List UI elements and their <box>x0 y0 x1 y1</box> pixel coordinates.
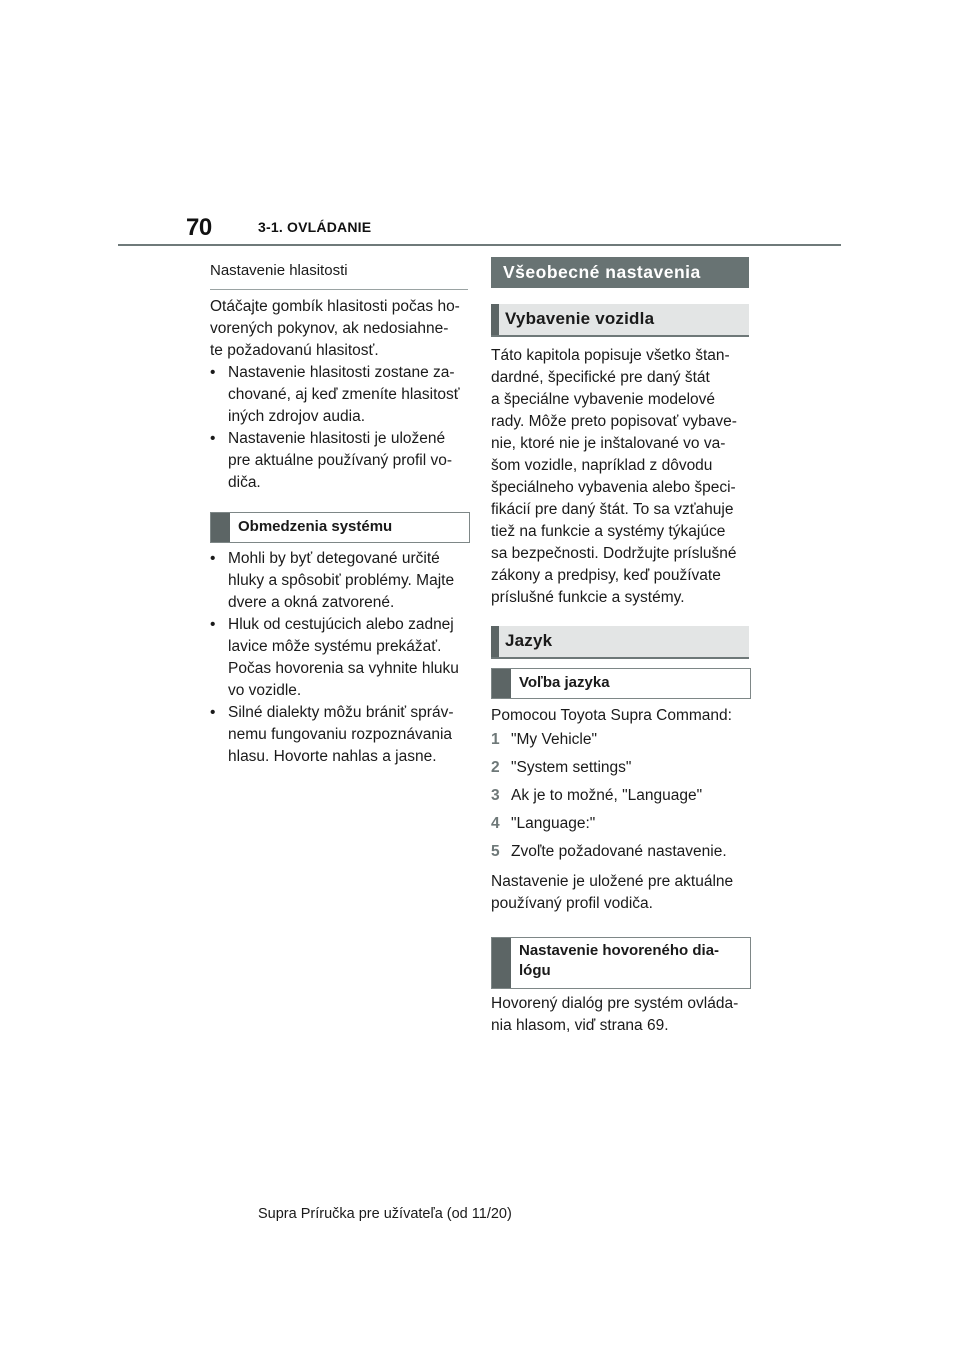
language-intro: Pomocou Toyota Supra Command: <box>491 707 732 724</box>
language-subheading: Voľba jazyka <box>519 674 610 691</box>
text-line: diča. <box>228 474 261 491</box>
limits-heading: Obmedzenia systému <box>238 518 393 535</box>
text-line: vo vozidle. <box>228 682 302 699</box>
heading-line: Nastavenie hovoreného dia- <box>519 942 720 959</box>
limits-list <box>210 548 480 768</box>
text-line: • Hluk od cestujúcich alebo zadnej <box>228 616 454 633</box>
text-line: iných zdrojov audia. <box>228 408 365 425</box>
text-line: Otáčajte gombík hlasitosti počas ho- <box>210 298 460 315</box>
list-item <box>210 362 480 428</box>
text-line: dardné, špecifické pre daný štát <box>491 369 710 386</box>
list-item <box>210 614 480 702</box>
step-item <box>491 785 761 807</box>
text-line: Počas hovorenia sa vyhnite hluku <box>228 660 459 677</box>
language-heading: Jazyk <box>505 631 553 650</box>
text-line: nemu fungovaniu rozpoznávania <box>228 726 453 743</box>
text-line: príslušné funkcie a systémy. <box>491 589 685 606</box>
text-line: hluky a spôsobiť problémy. Majte <box>228 572 455 589</box>
step-number: 5 <box>491 843 500 860</box>
text-line: zákony a predpisy, keď používate <box>491 567 721 584</box>
equipment-heading-box <box>491 304 749 337</box>
dialog-heading <box>511 938 719 988</box>
text-line: Hovorený dialóg pre systém ovláda- <box>491 995 739 1012</box>
text-line: rady. Môže preto popisovať vybave- <box>491 413 737 430</box>
dialog-heading-box <box>491 937 751 989</box>
heading-line: lógu <box>519 962 551 979</box>
text-line: hlasu. Hovorte nahlas a jasne. <box>228 748 437 765</box>
header-divider <box>118 244 841 246</box>
heading-marker <box>492 669 511 698</box>
heading-marker <box>211 513 230 542</box>
step-number: 1 <box>491 731 500 748</box>
heading-marker <box>491 626 499 657</box>
text-line: Nastavenie je uložené pre aktuálne <box>491 873 734 890</box>
text-line: šom vozidle, napríklad z dôvodu <box>491 457 713 474</box>
language-sub-box <box>491 668 751 699</box>
page-number: 70 <box>186 214 212 241</box>
text-line: Táto kapitola popisuje všetko štan- <box>491 347 730 364</box>
general-settings-banner <box>491 257 749 288</box>
text-line: tiež na funkcie a systémy týkajúce <box>491 523 726 540</box>
section-title: 3-1. OVLÁDANIE <box>258 219 372 235</box>
step-number: 2 <box>491 759 500 776</box>
text-line: te požadovanú hlasitosť. <box>210 342 379 359</box>
text-line: lavice môže systému prekážať. <box>228 638 442 655</box>
dialog-paragraph <box>491 993 761 1037</box>
text-line: • Nastavenie hlasitosti zostane za- <box>228 364 455 381</box>
step-text: "Language:" <box>511 815 596 832</box>
saved-paragraph <box>491 871 761 915</box>
text-line: používaný profil vodiča. <box>491 895 653 912</box>
text-line: nia hlasom, viď strana 69. <box>491 1017 669 1034</box>
text-line: nie, ktoré nie je inštalované vo va- <box>491 435 726 452</box>
heading-marker <box>492 938 511 988</box>
text-line: • Nastavenie hlasitosti je uložené <box>228 430 446 447</box>
step-text: Zvoľte požadované nastavenie. <box>511 843 727 860</box>
step-text: Ak je to možné, "Language" <box>511 787 703 804</box>
volume-heading-text: Nastavenie hlasitosti <box>210 262 348 279</box>
text-line: • Silné dialekty môžu brániť správ- <box>228 704 454 721</box>
step-text: "My Vehicle" <box>511 731 597 748</box>
step-text: "System settings" <box>511 759 632 776</box>
text-line: vorených pokynov, ak nedosiahne- <box>210 320 449 337</box>
step-number: 4 <box>491 815 500 832</box>
step-item <box>491 757 761 779</box>
equipment-heading: Vybavenie vozidla <box>505 309 655 328</box>
step-item <box>491 729 761 751</box>
heading-marker <box>491 304 499 335</box>
step-number: 3 <box>491 787 500 804</box>
list-item <box>210 702 480 768</box>
text-line: dvere a okná zatvorené. <box>228 594 395 611</box>
language-heading-box <box>491 626 749 659</box>
footer-text: Supra Príručka pre užívateľa (od 11/20) <box>258 1206 512 1222</box>
list-item <box>210 428 480 494</box>
step-item <box>491 813 761 835</box>
list-item <box>210 548 480 614</box>
general-settings-title: Všeobecné nastavenia <box>503 262 701 282</box>
text-line: fikácií pre daný štát. To sa vzťahuje <box>491 501 734 518</box>
text-line: sa bezpečnosti. Dodržujte príslušné <box>491 545 737 562</box>
text-line: pre aktuálne používaný profil vo- <box>228 452 453 469</box>
limits-heading-box <box>210 512 470 543</box>
volume-heading <box>210 262 468 290</box>
equipment-paragraph <box>491 345 761 609</box>
step-item <box>491 841 761 863</box>
text-line: špeciálneho vybavenia alebo špeci- <box>491 479 736 496</box>
volume-paragraph <box>210 296 480 494</box>
text-line: chované, aj keď zmeníte hlasitosť <box>228 386 460 403</box>
language-steps <box>491 729 761 863</box>
text-line: • Mohli by byť detegované určité <box>228 550 440 567</box>
text-line: a špeciálne vybavenie modelové <box>491 391 716 408</box>
